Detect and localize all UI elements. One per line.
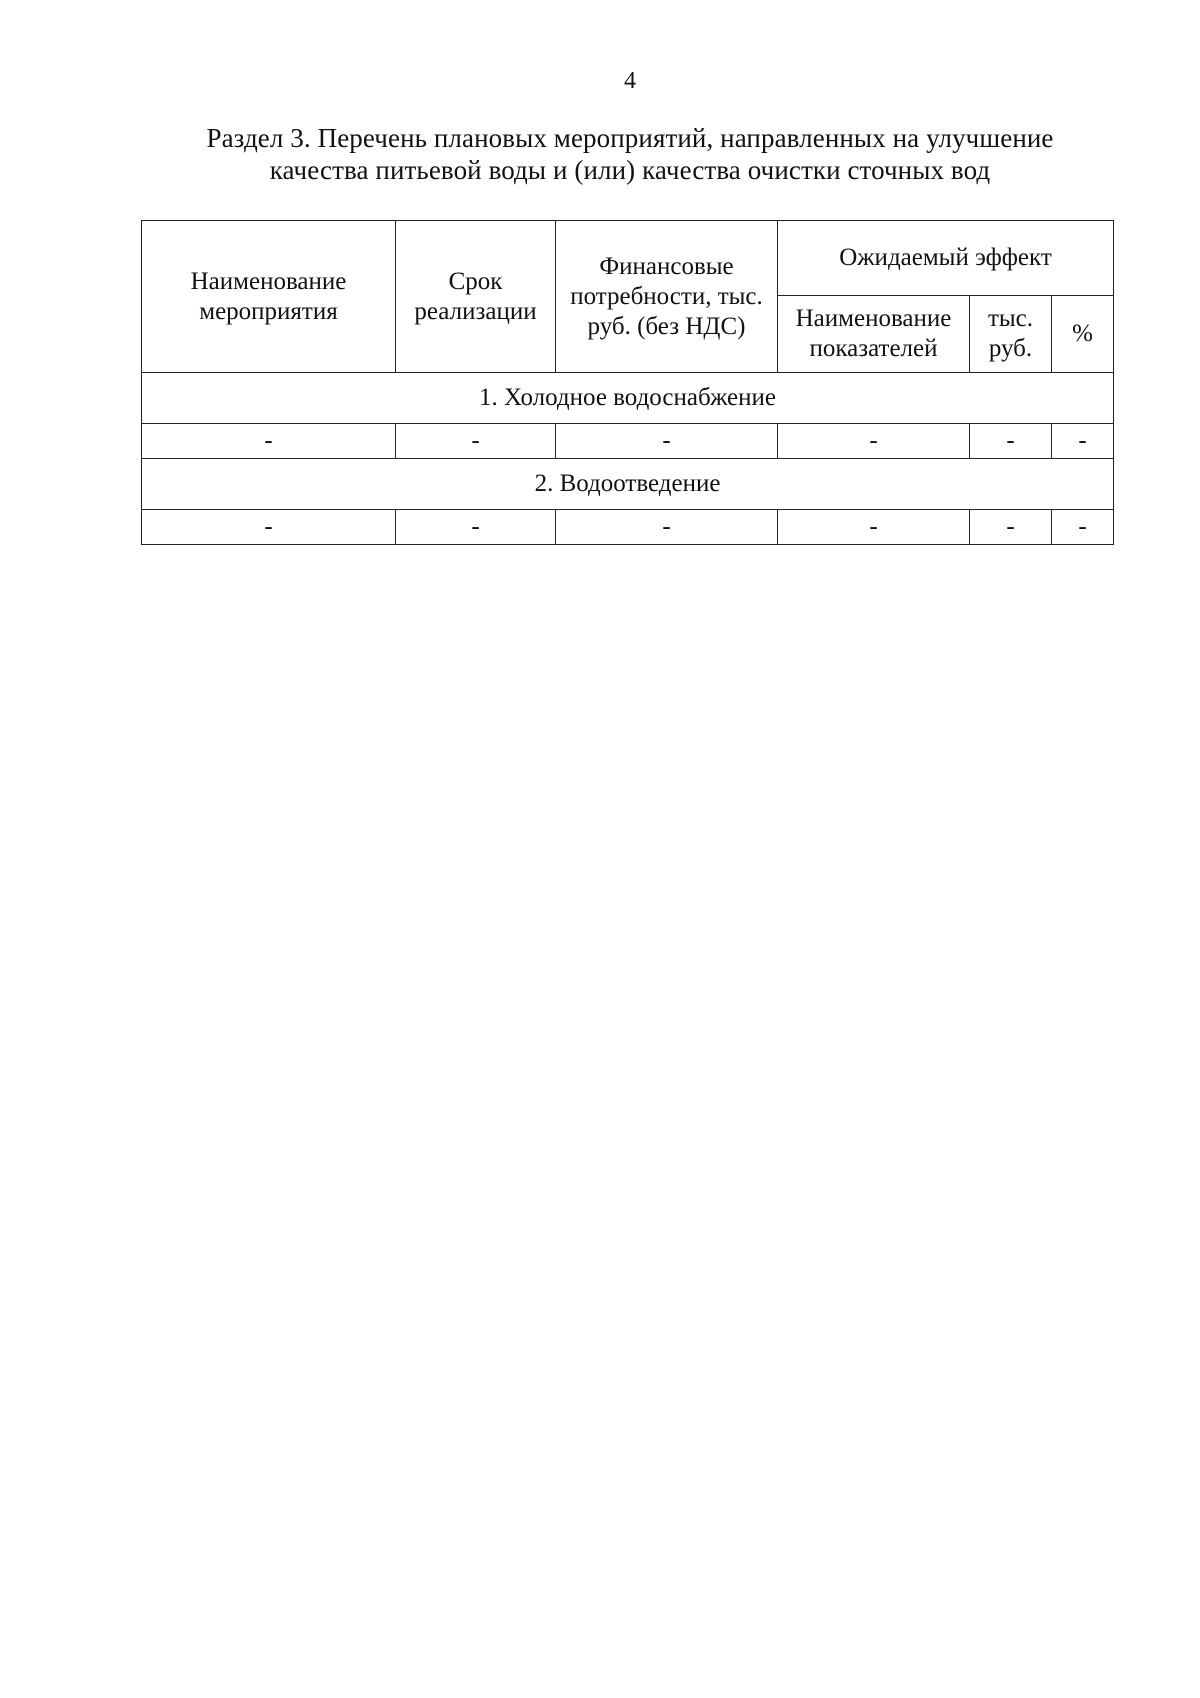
section-title-cold-water: 1. Холодное водоснабжение <box>142 373 1114 424</box>
page-number: 4 <box>624 68 636 94</box>
cell-term: - <box>396 424 556 459</box>
header-indicator-name: Наименование показателей <box>778 296 970 373</box>
section-title-line-1: Раздел 3. Перечень плановых мероприятий, направленных на улучшение <box>206 123 1054 153</box>
measures-table <box>141 220 1114 545</box>
header-thousand-rub: тыс. руб. <box>970 296 1052 373</box>
header-finance: Финансовые потребности, тыс. руб. (без НДС) <box>556 221 778 373</box>
cell-thousand-rub: - <box>970 510 1052 545</box>
header-row-1 <box>142 221 1114 296</box>
cell-measure-name: - <box>142 510 396 545</box>
header-expected-effect: Ожидаемый эффект <box>778 221 1114 296</box>
cell-finance: - <box>556 424 778 459</box>
cell-indicator: - <box>778 510 970 545</box>
cell-measure-name: - <box>142 424 396 459</box>
section-title <box>180 122 1080 186</box>
section-row-wastewater <box>142 459 1114 510</box>
header-measure-name: Наименование мероприятия <box>142 221 396 373</box>
cell-finance: - <box>556 510 778 545</box>
header-term: Срок реализации <box>396 221 556 373</box>
table-row <box>142 424 1114 459</box>
section-title-line-2: качества питьевой воды и (или) качества очистки сточных вод <box>269 155 991 185</box>
cell-percent: - <box>1052 510 1114 545</box>
cell-percent: - <box>1052 424 1114 459</box>
table-row <box>142 510 1114 545</box>
section-title-wastewater: 2. Водоотведение <box>142 459 1114 510</box>
cell-indicator: - <box>778 424 970 459</box>
cell-thousand-rub: - <box>970 424 1052 459</box>
section-row-cold-water <box>142 373 1114 424</box>
header-percent: % <box>1052 296 1114 373</box>
cell-term: - <box>396 510 556 545</box>
